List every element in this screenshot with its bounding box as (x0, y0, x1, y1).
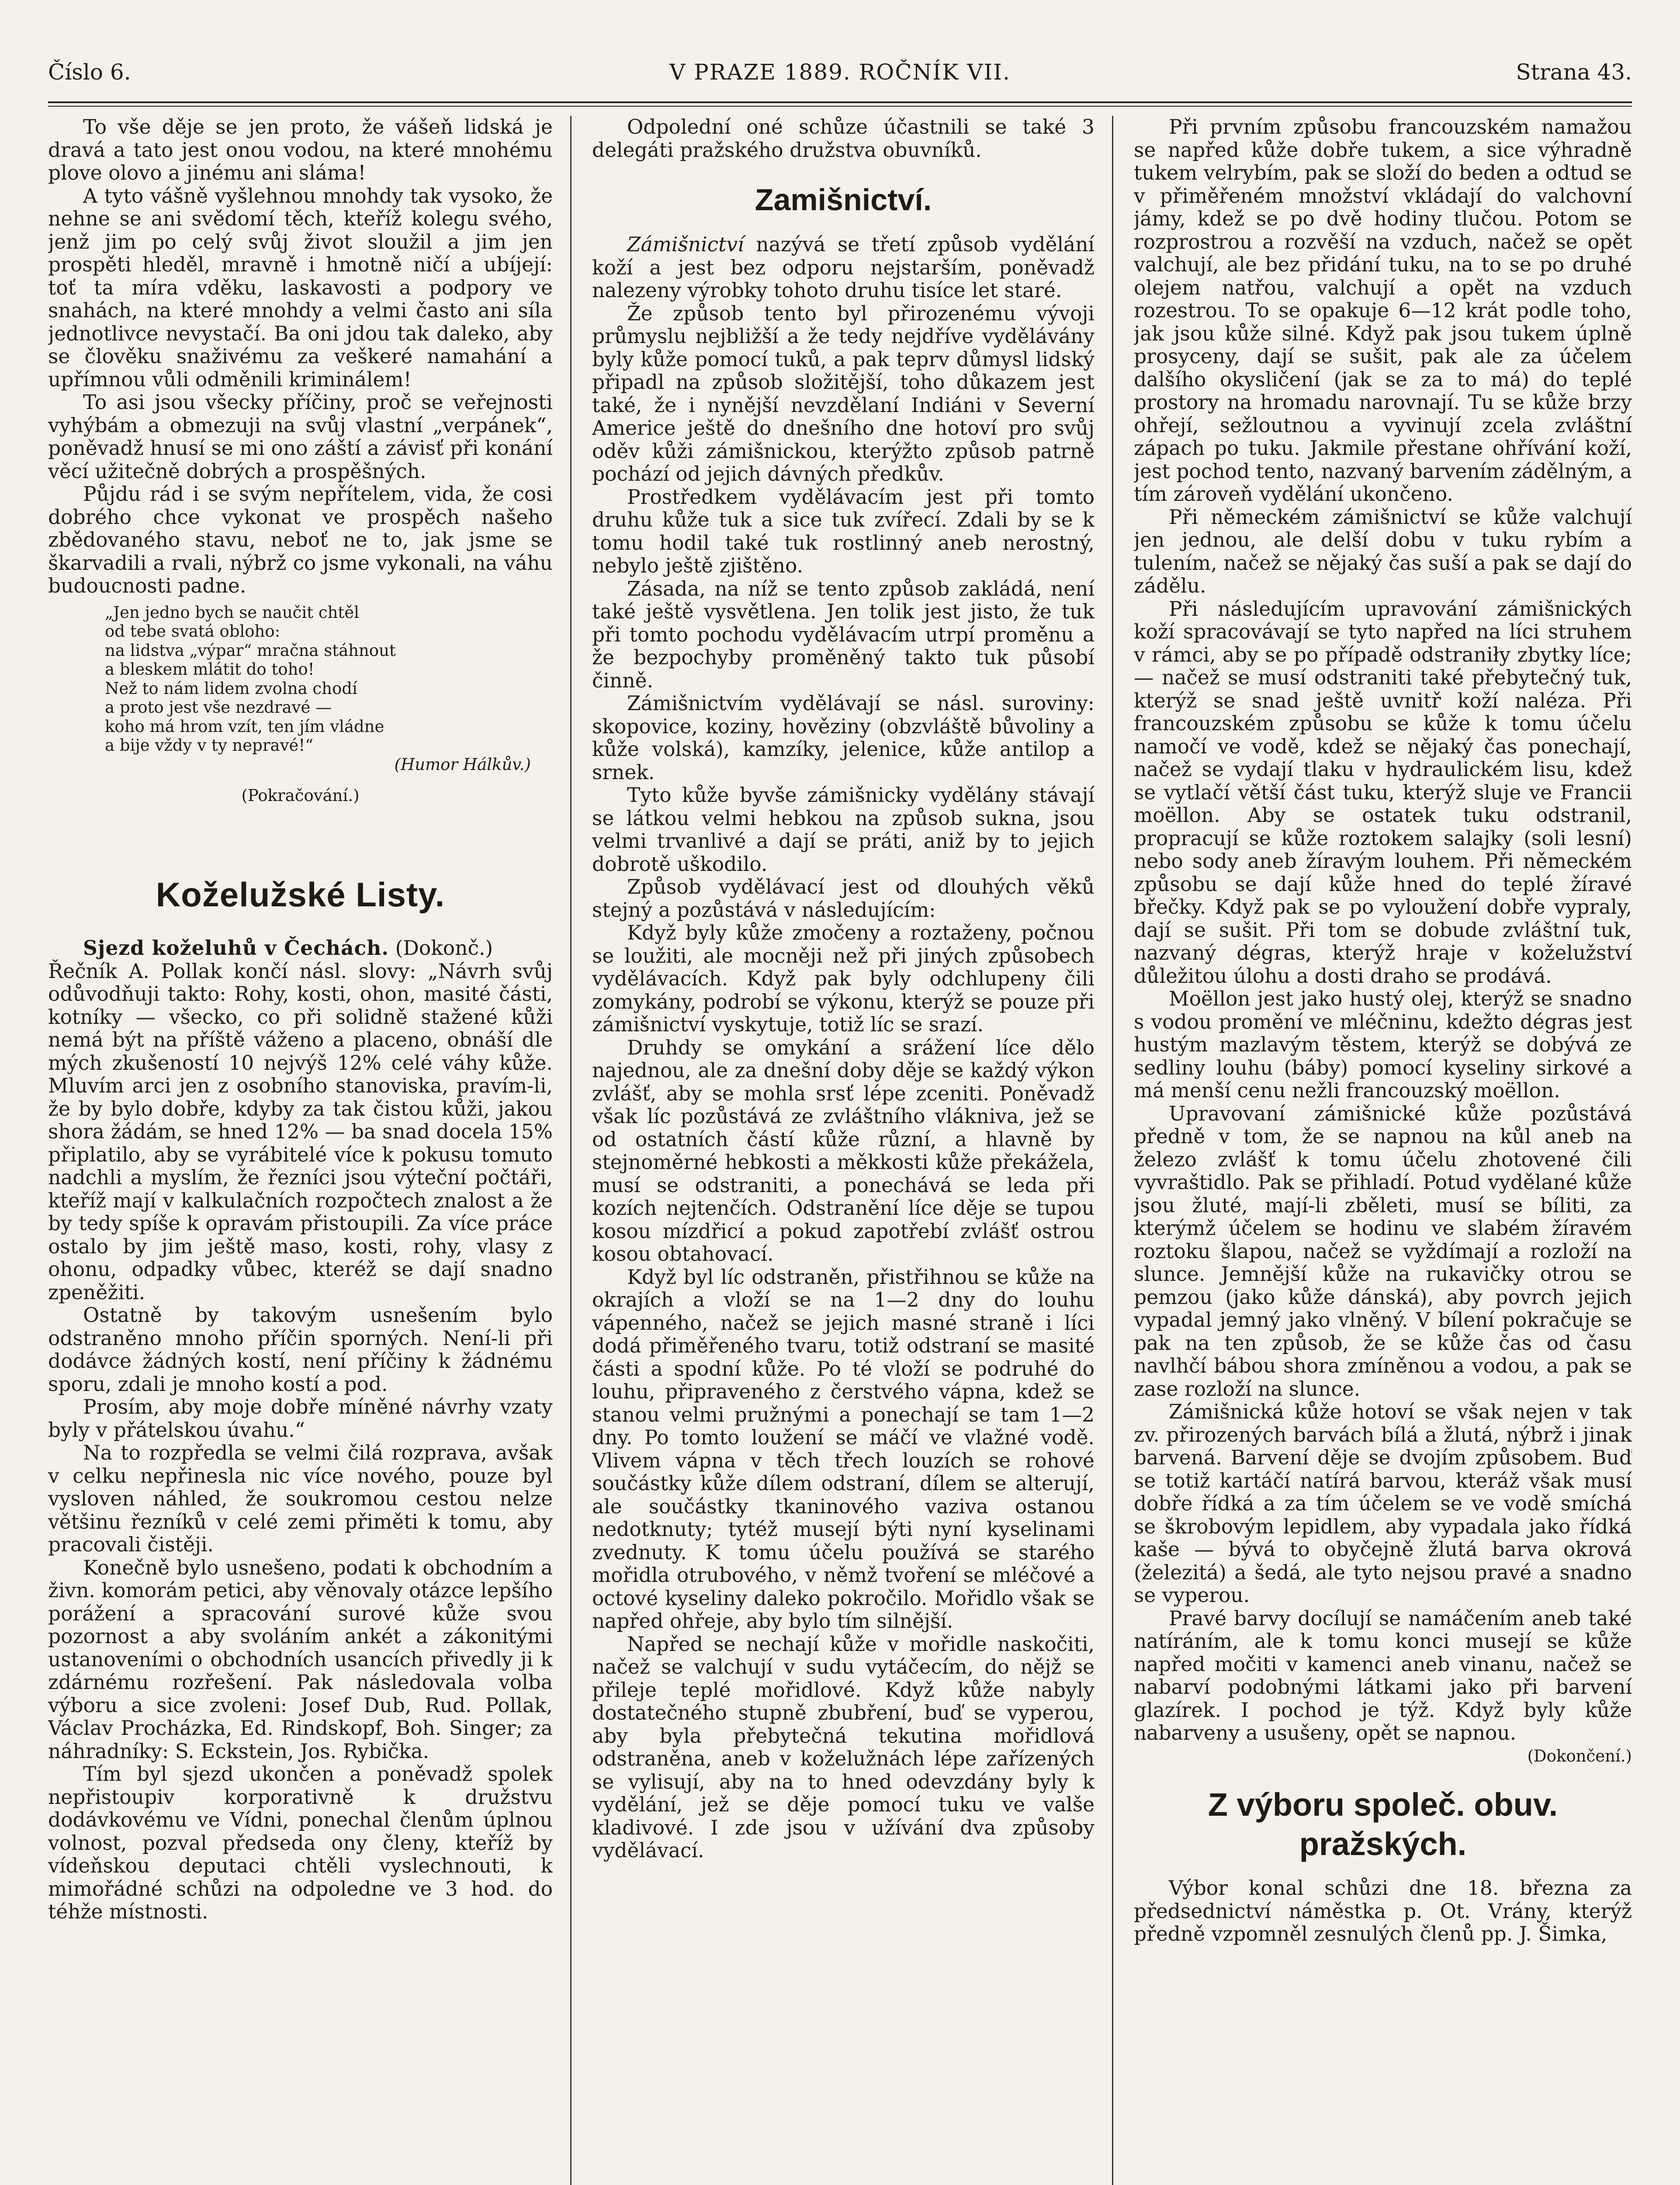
paragraph: Že způsob tento byl přirozenému vývoji průmyslu nejbližší a že tedy nejdříve vydělávány byly kůže pomocí tuků, a pak teprv důmysl lidský připadl na způsob složitější, toho důkazem jest také, že i nynější nevzdělaní Indiáni v Severní Americe ještě do dnešního dne hotoví pro svůj oděv kůži zámišnickou, kterýžto způsob patrně pochází od jejich dávných předkův. (592, 302, 1095, 486)
poem-quote (105, 603, 553, 774)
column-1 (48, 116, 553, 2185)
page-number: Strana 43. (1516, 59, 1632, 85)
paragraph: Ostatně by takovým usnešením bylo odstraněno mnoho příčin sporných. Není-li při dodávce žádných kostí, není příčiny k žádnému sporu, zdali je mnoho kostí a pod. (48, 1304, 553, 1396)
paragraph: A tyto vášně vyšlehnou mnohdy tak vysoko, že nehne se ani svědomí těch, kteříž kolegu svého, jenž jim po celý svůj život sloužil a jim jen prospěti hleděl, mravně i hmotně ničí a ubíjejí: toť ta míra vděku, laskavosti a podpory ve snahách, na které mnohdy a velmi často ani síla jednotlivce nevystačí. Ba oni jdou tak daleko, aby se člověku snaživému za veškeré namahání a upřímnou vůli odměnili kriminálem! (48, 184, 553, 391)
subheading-note: (Dokonč.) (395, 936, 493, 960)
paragraph: Tyto kůže byvše zámišnicky vydělány stávají se látkou velmi hebkou na způsob sukna, jsou velmi trvanlivé a dají se práti, aniž by to jejich dobrotě uškodilo. (592, 784, 1095, 876)
paragraph: Když byly kůže zmočeny a roztaženy, počnou se loužiti, ale mocněji než při jiných způsobech vydělávacích. Když pak byly odchlupeny čili zomykány, podrobí se výkonu, kterýž se pouze při zámišnictví vyskytuje, totiž líc se srazí. (592, 921, 1095, 1036)
paragraph: Pravé barvy docílují se namáčením aneb také natíráním, ale k tomu konci musejí se kůže napřed močiti v kamenci aneb vinanu, načež se nabarví podobnými látkami jako při barvení glazírek. I pochod je týž. Když byly kůže nabarveny a usušeny, opět se napnou. (1134, 1606, 1632, 1745)
poem-attribution: (Humor Hálkův.) (394, 755, 531, 774)
paragraph: Odpolední oné schůze účastnili se také 3 delegáti pražského družstva obuvníků. (592, 116, 1095, 162)
paragraph: Zásada, na níž se tento způsob zakládá, není také ještě vysvětlena. Jen tolik jest jisto, že tuk při tomto pochodu vydělávacím utrpí proměnu a že bezpochyby proměněný takto tuk působí činně. (592, 577, 1095, 692)
paragraph: Na to rozpředla se velmi čilá rozprava, avšak v celku nepřinesla nic více nového, pouze byl vysloven náhled, že soukromou cestou nelze většinu řezníků v celé zemi přiměti k tomu, aby pracovali čistěji. (48, 1441, 553, 1556)
paragraph: Napřed se nechají kůže v mořidle naskočiti, načež se valchují v sudu vytáčecím, do nějž se přileje teplé mořidlové. Když kůže nabyly dostatečného stupně zbubření, buď se vyperou, aby byla přebytečná tekutina mořidlová odstraněna, aneb v koželužnách lépe zařízených se vylisují, aby na to hned odevzdány byly k vydělání, jež se děje pomocí tuku ve valše kladivové. I zde jsou v užívání dva způsoby vydělávací. (592, 1632, 1095, 1862)
poem-line: „Jen jedno bych se naučit chtěl (105, 603, 360, 622)
column-3 (1134, 116, 1632, 2185)
paragraph: Půjdu rád i se svým nepřítelem, vida, že cosi dobrého chce vykonat ve prospěch našeho zbědovaného stavu, neboť ne to, jak jsme se škarvadili a rvali, nýbrž co jsme vykonali, na váhu budoucnosti padne. (48, 482, 553, 597)
paragraph: Moëllon jest jako hustý olej, kterýž se snadno s vodou promění ve mléčninu, kdežto dégras jest hustým mazlavým těstem, kterýž se dobývá ze sedliny louhu (báby) pomocí kyseliny sirkové a má menší cenu nežli francouzský moëllon. (1134, 987, 1632, 1102)
paragraph: Když byl líc odstraněn, přistřihnou se kůže na okrajích a vloží se na 1—2 dny do louhu vápenného, načež se jejich masné straně i líci dodá přiměřeného tvaru, totiž odstraní se masité části a spodní kůže. Po té vloží se podruhé do louhu, připraveného z čerstvého vápna, kdež se stanou velmi pružnými a ponechají se tam 1—2 dny. Po tomto loužení se máčí ve vlažné vodě. Vlivem vápna v těch třech louzích se rohové součástky kůže dílem odstraní, dílem se alterují, ale součástky tkaninového vaziva ostanou nedotknuty; tytéž musejí býti nyní kyselinami zvednuty. K tomu účelu používá se starého mořidla otrubového, v němž tvoření se mléčové a octové kyseliny daleko pokročilo. Mořidlo však se napřed ohřeje, aby bylo tím silnější. (592, 1265, 1095, 1633)
poem-line: koho má hrom vzít, ten jím vládne (105, 717, 384, 736)
poem-line: a bleskem mlátit do toho! (105, 660, 315, 679)
header-rule (48, 101, 1632, 103)
column-2 (592, 116, 1095, 2185)
poem-line: a bije vždy v ty nepravé!“ (105, 736, 314, 755)
publication-info: V PRAZE 1889. ROČNÍK VII. (669, 59, 1011, 85)
paragraph: Prosím, aby moje dobře míněné návrhy vzaty byly v přátelskou úvahu.“ (48, 1395, 553, 1442)
paragraph: Při následujícím upravování zámišnických koží spracovávají se tyto napřed na líci struhem v rámci, aby se po případě odstraniły zbytky líce; — načež se musí odstraniti také přebytečný tuk, kterýž se snad ještě uvnitř koží naléza. Při francouzském způsobu se kůže k tomu účelu namočí ve vodě, kdež se nějaký čas ponechají, načež se vydají tlaku v hydraulickém lisu, kdež se vytlačí větší část tuku, kterýž sluje ve Francii moëllon. Aby se ostatek tuku odstranil, propracují se kůže roztokem salajky (soli lesní) nebo sody aneb žíravým louhem. Při německém způsobu se dají kůže hned do teplé žíravé břečky. Když pak se po vyloužení dobře vypraly, dají se sušit. Při tom se dobude zvláštní tuk, nazvaný dégras, kterýž hraje v koželužství důležitou úlohu a dosti draho se prodává. (1134, 597, 1632, 988)
paragraph (592, 233, 1095, 302)
poem-line: Než to nám lidem zvolna chodí (105, 679, 357, 698)
subheading-title: Sjezd koželuhů v Čechách. (83, 936, 389, 960)
poem-line: od tebe svatá obloho: (105, 622, 281, 641)
emphasis: Zámišnictví (627, 233, 744, 256)
paragraph: To asi jsou všecky příčiny, proč se veřejnosti vyhýbám a obmezuji na svůj vlastní „verpánek“, poněvadž hnusí se mi ono záští a závisť při konání věcí užitečně dobrých a prospěšných. (48, 391, 553, 483)
header-rule-thin (48, 106, 1632, 107)
paragraph: Způsob vydělávací jest od dlouhých věků stejný a pozůstává v následujícím: (592, 875, 1095, 922)
paragraph: Druhdy se omykání a srážení líce dělo najednou, ale za dnešní doby děje se každý výkon zvlášť, aby se mohla srsť lépe zceniti. Poněvadž však líc pozůstává ze zvláštního vlákniva, jež se od ostatních částí kůže různí, a hlavně by stejnoměrné hebkosti a měkkosti kůže překážela, musí se odstraniti, a ponechává se leda při kozích nejtenčích. Odstranění líce děje se tupou kosou mízdřicí a pokud zapotřebí zvlášť ostrou kosou obtahovací. (592, 1036, 1095, 1266)
paragraph: Při německém zámišnictví se kůže valchují jen jednou, ale delší dobu v tuku rybím a tulením, načež se nějaký čas suší a pak se dají do zádělu. (1134, 505, 1632, 597)
continued-note: (Pokračování.) (241, 786, 360, 805)
issue-number: Číslo 6. (48, 59, 131, 85)
poem-line: na lidstva „výpar“ mračna stáhnout (105, 641, 396, 660)
paragraph: Upravovaní zámišnické kůže pozůstává předně v tom, že se napnou na kůl aneb na železo zvlášť k tomu účelu zhotovené čili vyvraštidlo. Pak se přihladí. Potud vydělané kůže jsou žluté, mají-li zběleti, musí se bíliti, za kterýmž účelem se hodinu ve slabém žíravém roztoku šlapou, načež se vyždímají a rozloží na slunce. Jemnější kůže na rukavičky otrou se pemzou (jako kůže dánská), aby povrch jejich vypadal jemný jako vlněný. V bílení pokračuje se pak na ten způsob, že se kůže čas od času navlhčí bábou shora zmíněnou a vodou, a pak se zase rozloží na slunce. (1134, 1102, 1632, 1401)
paragraph: Prostředkem vydělávacím jest při tomto druhu kůže tuk a sice tuk zvířecí. Zdali by se k tomu hodil také tuk rostlinný aneb nerostný, nebylo ještě zjištěno. (592, 485, 1095, 577)
paragraph: Řečník A. Pollak končí násl. slovy: „Návrh svůj odůvodňuji takto: Rohy, kosti, ohon, masité části, kotníky — všecko, co při solidně stažené kůži nemá být na příště váženo a placeno, obnáší dle mých zkušeností 10 nejvýš 12% celé váhy kůže. Mluvím arci jen z osobního stanoviska, pravím-li, že by bylo dobře, kdyby za tak čistou kůži, jakou shora žádám, se hned 12% — ba snad docela 15% připlatilo, aby se vyrábitelé více k pokusu tomuto nadchli a myslím, že řezníci jsou výteční počtáři, kteříž mají v kalkulačních rozpočtech znalost a že by tedy spíše k opravám přistoupili. Za více práce ostalo by jim ještě maso, kosti, rohy, vlasy z ohonu, odpadky vůbec, kteréž se dají snadno zpeněžiti. (48, 959, 553, 1304)
paragraph: Výbor konal schůzi dne 18. března za předsednictví náměstka p. Ot. Vrány, kterýž předně vzpomněl zesnulých členů pp. J. Šimka, (1134, 1876, 1632, 1946)
page-header (48, 52, 1632, 92)
paragraph: Tím byl sjezd ukončen a poněvadž spolek nepřistoupiv korporativně k družstvu dodávkovému ve Vídni, ponechal členům úplnou volnost, pozval předseda ony členy, kteříž by vídeňskou deputaci chtěli vyslechnouti, k mimořádné schůzi na odpoledne ve 3 hod. do téhže místnosti. (48, 1762, 553, 1923)
section-title: Z výboru společ. obuv. pražských. (1208, 1786, 1558, 1862)
paragraph: To vše děje se jen proto, že vášeň lidská je dravá a tato jest onou vodou, na které mnohému plove olovo a jinému ani sláma! (48, 116, 553, 184)
paragraph: Zámišnictvím vydělávají se násl. suroviny: skopovice, koziny, hověziny (obzvláště bůvoliny a kůže volská), kamzíky, jelenice, kůže antilop a srnek. (592, 692, 1095, 784)
paragraph: Konečně bylo usnešeno, podati k obchodním a živn. komorám petici, aby věnovaly otázce lepšího porážení a spracování surové kůže svou pozornost a aby svoláním ankét a zákonitými ustanoveními o obchodních usancích přivedly ji k zdárnému rozřešení. Pak následovala volba výboru a sice zvoleni: Josef Dub, Rud. Pollak, Václav Procházka, Ed. Rindskopf, Boh. Singer; za náhradníky: S. Eckstein, Jos. Rybička. (48, 1556, 553, 1763)
continued-note: (Dokončení.) (1527, 1746, 1632, 1765)
paragraph-text: nazývá se třetí způsob vydělání koží a jest bez odporu nejstarším, poněvadž nalezeny výrobky tohoto druhu tisíce let staré. (592, 233, 1095, 302)
section-title: Koželužské Listy. (156, 875, 445, 914)
column-divider (1112, 116, 1113, 2185)
paragraph: Zámišnická kůže hotoví se však nejen v tak zv. přirozených barvách bílá a žlutá, nýbrž i jinak barvená. Barvení děje se dvojím způsobem. Buď se totiž kartáčí natírá barvou, kteráž však musí dobře řídká a za tím účelem se ve vodě smíchá se škrobovým lepidlem, aby vypadala jako řídká kaše — bývá to obyčejně žlutá barva okrová (železitá) a šedá, ale tyto nejsou pravé a snadno se vyperou. (1134, 1400, 1632, 1607)
column-divider (570, 116, 572, 2185)
paragraph: Při prvním způsobu francouzském namažou se napřed kůže dobře tukem, a sice výhradně tukem velrybím, pak se složí do beden a odtud se v přiměřeném množství vkládají do valchovní jámy, kdež se po dvě hodiny tlučou. Potom se rozprostrou a rozvěší na vzduch, načež se opět valchují, ale bez přidání tuku, na to se po druhé olejem natřou, valchují a opět na vzduch rozestrou. To se opakuje 6—12 krát podle toho, jak jsou kůže silné. Když pak jsou tukem úplně prosyceny, dají se sušit, pak ale za účelem dalšího okysličení (jak se za to má) do teplé prostory na hromadu narovnají. Tu se kůže brzy ohřejí, sežloutnou a vyvinují zcela zvláštní zápach po tuku. Jakmile přestane ohřívání koží, jest pochod tento, nazvaný barvením zádělným, a tím zároveň vydělání ukončeno. (1134, 116, 1632, 506)
poem-line: a proto jest vše nezdravé — (105, 698, 332, 717)
article-subheading (48, 936, 553, 960)
section-title: Zamišnictví. (755, 183, 932, 217)
